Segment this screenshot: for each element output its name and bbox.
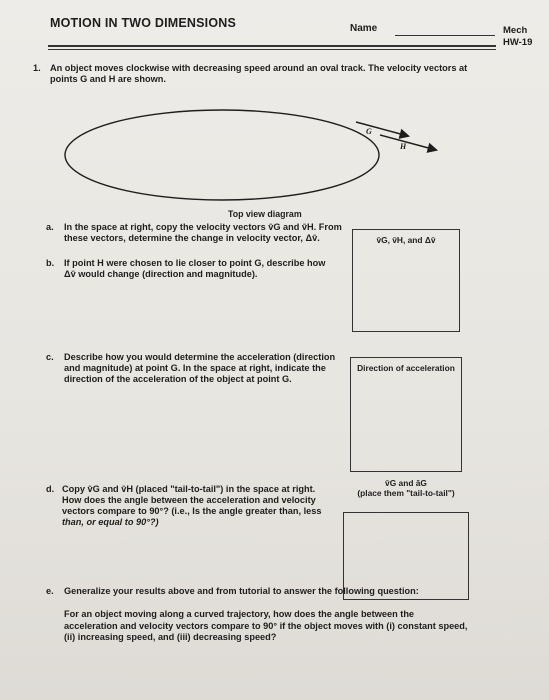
part-a-line-2: these vectors, determine the change in velocity vector, Δv̄.	[64, 233, 320, 243]
part-b-line-2: Δv̄ would change (direction and magnitude).	[64, 269, 258, 279]
answer-box-d-label-1: v̄G and āG	[385, 478, 427, 488]
part-d-letter: d.	[46, 484, 55, 494]
part-c-text	[64, 352, 349, 385]
part-a-text	[64, 222, 349, 244]
point-g-label: G	[366, 127, 372, 136]
answer-box-a[interactable]	[352, 229, 460, 332]
name-label: Name	[350, 23, 378, 34]
velocity-vector-h	[380, 135, 436, 150]
oval-track-diagram	[60, 100, 460, 220]
question-1-text	[50, 63, 500, 85]
part-e-letter: e.	[46, 586, 54, 596]
header-rule-thin	[48, 49, 496, 50]
answer-box-c[interactable]	[350, 357, 462, 472]
question-1-line-1: An object moves clockwise with decreasing speed around an oval track. The velocity vectors at	[50, 63, 468, 73]
part-c-letter: c.	[46, 352, 54, 362]
name-blank-line[interactable]	[395, 35, 495, 36]
question-1-line-2: points G and H are shown.	[50, 74, 166, 84]
part-c-line-2: and magnitude) at point G. In the space at right, indicate the	[64, 363, 326, 373]
part-b-line-1: If point H were chosen to lie closer to point G, describe how	[64, 258, 326, 268]
part-d-line-4: than, or equal to 90°?)	[62, 517, 159, 527]
part-e-question	[64, 609, 484, 644]
part-d-line-2: How does the angle between the acceleration and velocity	[62, 495, 316, 505]
part-e-question-line-2: acceleration and velocity vectors compare to 90° if the object moves with (i) constant speed,	[64, 620, 468, 631]
velocity-vector-g	[356, 122, 408, 136]
part-a-letter: a.	[46, 222, 54, 232]
question-number: 1.	[33, 63, 41, 73]
part-b-letter: b.	[46, 258, 55, 268]
oval-track	[65, 110, 379, 200]
part-e-text: Generalize your results above and from tutorial to answer the following question:	[64, 586, 419, 596]
diagram-caption: Top view diagram	[228, 209, 302, 219]
part-b-text	[64, 258, 344, 280]
answer-box-a-label: v̄G, v̄H, and Δv̄	[376, 235, 436, 245]
worksheet-title: MOTION IN TWO DIMENSIONS	[50, 16, 237, 30]
answer-box-c-label: Direction of acceleration	[357, 363, 455, 373]
part-e-question-line-1: For an object moving along a curved trajectory, how does the angle between the	[64, 609, 415, 619]
course-label: Mech	[503, 25, 528, 36]
course-code	[503, 25, 532, 49]
part-a-line-1: In the space at right, copy the velocity vectors v̄G and v̄H. From	[64, 222, 342, 232]
part-c-line-3: direction of the acceleration of the object at point G.	[64, 374, 292, 384]
part-d-line-3: vectors compare to 90°? (i.e., Is the angle greater than, less	[62, 506, 322, 516]
part-d-text	[62, 484, 342, 528]
part-e-question-line-3: (ii) increasing speed, and (iii) decreasing speed?	[64, 632, 277, 642]
part-c-line-1: Describe how you would determine the acceleration (direction	[64, 352, 336, 362]
header-rule-thick	[48, 45, 496, 47]
answer-box-d-label-2: (place them "tail-to-tail")	[357, 488, 455, 498]
answer-box-d-label	[345, 478, 467, 498]
part-d-line-1: Copy v̄G and v̄H (placed "tail-to-tail") in the space at right.	[62, 484, 316, 494]
homework-number: HW-19	[503, 37, 533, 48]
point-h-label: H	[400, 142, 407, 151]
